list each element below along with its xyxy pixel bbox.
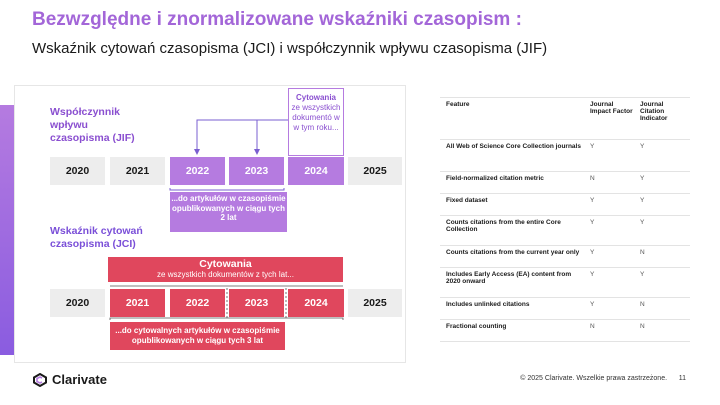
table-cell-jci: Y <box>640 175 645 182</box>
table-cell-jif: Y <box>590 301 595 308</box>
jci-citations-sub: ze wszystkich dokumentów z tych lat... <box>157 270 294 279</box>
footer <box>520 375 686 382</box>
table-row <box>440 216 690 246</box>
table-header-jci: Journal Citation Indicator <box>640 101 668 122</box>
accent-bar <box>0 105 14 355</box>
jif-year-2020: 2020 <box>50 157 105 185</box>
jif-citations-title: Cytowania <box>295 93 336 102</box>
table-cell-jci: N <box>640 323 645 330</box>
table-cell-jci: N <box>640 301 645 308</box>
clarivate-logo-icon <box>33 373 47 387</box>
table-cell-jci: Y <box>640 219 645 226</box>
jci-year-2023: 2023 <box>229 289 284 317</box>
jif-label: Współczynnik wpływu czasopisma (JIF) <box>50 106 135 144</box>
table-cell-jci: Y <box>640 271 645 278</box>
table-row <box>440 194 690 216</box>
jif-citations-box <box>288 88 344 156</box>
jci-year-2021: 2021 <box>110 289 165 317</box>
footer-copyright: © 2025 Clarivate. Wszelkie prawa zastrzeżone. <box>520 375 668 382</box>
table-cell-jif: Y <box>590 249 595 256</box>
jif-year-2025: 2025 <box>348 157 402 185</box>
clarivate-logo <box>33 372 107 387</box>
jif-citations-sub: ze wszystkich dokumentó w w tym roku... <box>291 103 341 132</box>
table-cell-feature: Fractional counting <box>446 323 507 330</box>
jci-note: ...do cytowalnych artykułów w czasopiśmie opublikowanych w ciągu tych 3 lat <box>110 322 285 350</box>
jif-year-2023: 2023 <box>229 157 284 185</box>
table-header-feature: Feature <box>446 101 470 108</box>
page-subtitle: Wskaźnik cytowań czasopisma (JCI) i współczynnik wpływu czasopisma (JIF) <box>32 40 548 57</box>
jci-year-2024: 2024 <box>288 289 344 317</box>
table-cell-feature: Includes unlinked citations <box>446 301 530 308</box>
table-cell-jci: N <box>640 249 645 256</box>
table-row <box>440 320 690 342</box>
jif-note: ...do artykułów w czasopiśmie opublikowanych w ciągu tych 2 lat <box>170 192 287 232</box>
table-row <box>440 172 690 194</box>
page-title: Bezwzględne i znormalizowane wskaźniki czasopism : <box>32 9 522 30</box>
table-cell-feature: Counts citations from the entire Core Collection <box>446 219 561 233</box>
footer-page-number: 11 <box>678 375 686 382</box>
jif-year-2021: 2021 <box>110 157 165 185</box>
table-cell-jif: Y <box>590 143 595 150</box>
table-cell-jci: Y <box>640 197 645 204</box>
jif-year-2024: 2024 <box>288 157 344 185</box>
jci-citations-title: Cytowania <box>199 258 252 270</box>
table-cell-jif: Y <box>590 197 595 204</box>
table-cell-feature: Counts citations from the current year only <box>446 249 580 256</box>
jci-year-2022: 2022 <box>170 289 225 317</box>
table-cell-jif: N <box>590 175 595 182</box>
table-cell-jif: N <box>590 323 595 330</box>
table-header-jif: Journal Impact Factor <box>590 101 633 115</box>
table-row <box>440 268 690 298</box>
table-cell-feature: Field-normalized citation metric <box>446 175 544 182</box>
jci-label: Wskaźnik cytowań czasopisma (JCI) <box>50 225 143 250</box>
table-row <box>440 140 690 172</box>
comparison-table <box>440 97 690 342</box>
jci-citations-banner <box>108 257 343 282</box>
table-header-row <box>440 98 690 140</box>
table-cell-feature: Includes Early Access (EA) content from 2020 onward <box>446 271 572 285</box>
table-cell-jif: Y <box>590 219 595 226</box>
table-cell-feature: Fixed dataset <box>446 197 488 204</box>
clarivate-logo-text: Clarivate <box>52 372 107 387</box>
table-cell-feature: All Web of Science Core Collection journals <box>446 143 581 150</box>
jci-year-2020: 2020 <box>50 289 105 317</box>
table-cell-jif: Y <box>590 271 595 278</box>
table-row <box>440 298 690 320</box>
table-cell-jci: Y <box>640 143 645 150</box>
jci-year-2025: 2025 <box>348 289 402 317</box>
table-row <box>440 246 690 268</box>
jif-year-2022: 2022 <box>170 157 225 185</box>
